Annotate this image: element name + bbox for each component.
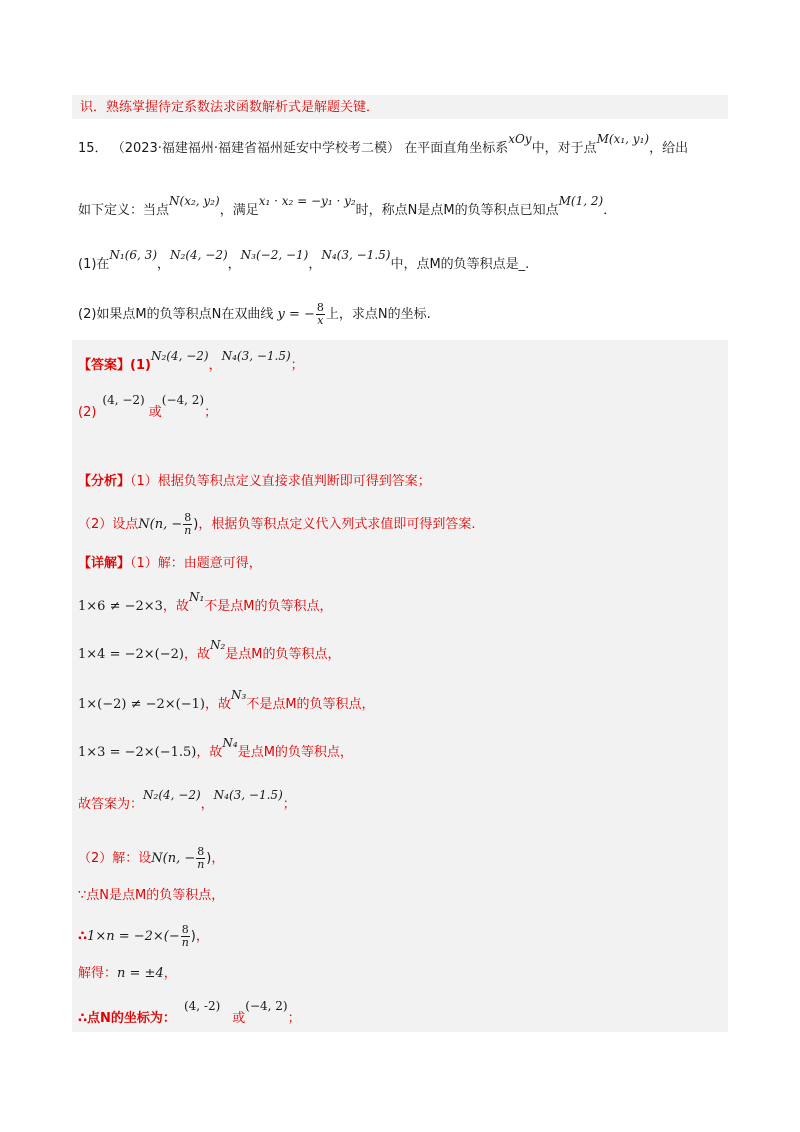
fraction-numerator: 8 bbox=[181, 923, 189, 936]
question-text: ，满足 bbox=[219, 203, 259, 218]
solve-equation: n = ±4 bbox=[117, 966, 164, 981]
separator: ， bbox=[200, 797, 214, 812]
therefore-fraction bbox=[181, 924, 190, 949]
analysis-text: （2）设点 bbox=[78, 517, 139, 532]
analysis-text: ，根据负等积点定义代入列式求值即可得到答案. bbox=[198, 517, 476, 532]
detail-text: 解得： bbox=[78, 966, 118, 981]
question-source: （2023·福建福州·福建省福州延安中学校考二模） bbox=[111, 141, 401, 156]
question-text: 中，对于点 bbox=[531, 141, 597, 156]
question-text: 在平面直角坐标系 bbox=[404, 141, 509, 156]
hyperbola-lhs: y = − bbox=[277, 307, 315, 322]
conclusion-n4: N₄(3, −1.5) bbox=[213, 788, 283, 802]
analysis-expr: N(n, − bbox=[138, 517, 183, 532]
part1-text: 中，点M的负等积点是_. bbox=[390, 257, 530, 272]
question-text: ，给出 bbox=[649, 141, 689, 156]
question-part-2 bbox=[78, 302, 431, 327]
question-text: 时，称点N是点M的负等积点已知点 bbox=[355, 203, 559, 218]
answer-n2: N₂(4, −2) bbox=[150, 349, 209, 363]
detail-text: ，故 bbox=[183, 647, 210, 662]
part1-text: (1)在 bbox=[78, 257, 110, 272]
point-n-label: N(x₂, y₂) bbox=[169, 194, 220, 208]
analysis-text: （1）根据负等积点定义直接求值判断即可得到答案； bbox=[130, 474, 431, 489]
answer-line-1 bbox=[78, 349, 304, 374]
row2-equation: 1×4 = −2×(−2) bbox=[78, 647, 184, 662]
separator: ； bbox=[282, 797, 296, 812]
fraction-denominator: n bbox=[181, 936, 189, 949]
p2-expr-close: ) bbox=[206, 851, 212, 866]
separator: ， bbox=[308, 257, 322, 272]
answer-point-1: (4, −2) bbox=[102, 393, 145, 407]
analysis-line-2 bbox=[78, 512, 475, 537]
point-n3: N₃(−2, −1) bbox=[240, 248, 309, 262]
answer-point-2: (−4, 2) bbox=[161, 393, 205, 407]
detail-text: 是点M的负等积点， bbox=[225, 647, 341, 662]
conclusion-n2: N₂(4, −2) bbox=[143, 788, 201, 802]
header-line: 识．熟练掌握待定系数法求函数解析式是解题关键． bbox=[80, 100, 380, 115]
separator: ， bbox=[208, 358, 222, 373]
xoy-label: xOy bbox=[508, 132, 532, 146]
therefore-equation: 1×n = −2×(− bbox=[87, 929, 180, 944]
detail-label: 【详解】 bbox=[78, 556, 131, 571]
detail-therefore bbox=[78, 924, 209, 949]
analysis-expr-close: ) bbox=[193, 517, 199, 532]
hyperbola-fraction bbox=[316, 302, 325, 327]
fraction-denominator: n bbox=[197, 858, 205, 871]
row4-equation: 1×3 = −2×(−1.5) bbox=[78, 745, 197, 760]
detail-text: 不是点M的负等积点， bbox=[204, 599, 333, 614]
row2-point: N₂ bbox=[209, 638, 226, 652]
separator: ； bbox=[287, 1011, 301, 1026]
detail-solve bbox=[78, 966, 177, 982]
detail-text: ，故 bbox=[162, 599, 189, 614]
answer-or: 或 bbox=[148, 405, 162, 420]
fraction-denominator: n bbox=[184, 524, 192, 537]
question-text: ． bbox=[603, 203, 617, 218]
p2-expr: N(n, − bbox=[151, 851, 196, 866]
detail-text: （1）解：由题意可得， bbox=[130, 556, 262, 571]
p2-fraction bbox=[196, 846, 205, 871]
row3-point: N₃ bbox=[231, 688, 247, 702]
therefore-close: ) bbox=[190, 929, 196, 944]
fraction-numerator: 8 bbox=[316, 301, 324, 314]
final-point-1: (4, -2) bbox=[183, 999, 221, 1013]
detail-row-2 bbox=[78, 638, 341, 663]
question-text: 如下定义：当点 bbox=[78, 203, 170, 218]
detail-text: ∵点N是点M的负等积点， bbox=[78, 888, 225, 903]
point-n1: N₁(6, 3) bbox=[109, 248, 157, 262]
detail-row-4 bbox=[78, 736, 353, 761]
separator: ； bbox=[290, 358, 304, 373]
therefore-symbol: ∴ bbox=[78, 929, 88, 944]
separator: ， bbox=[157, 257, 171, 272]
detail-row-1 bbox=[78, 590, 333, 615]
point-m-label: M(x₁, y₁) bbox=[596, 132, 650, 146]
separator: ， bbox=[195, 929, 209, 944]
separator: ， bbox=[227, 257, 241, 272]
question-number: 15． bbox=[78, 141, 108, 156]
detail-text: 故答案为： bbox=[78, 797, 144, 812]
question-line-1 bbox=[78, 132, 689, 157]
part2-text: (2)如果点M的负等积点N在双曲线 bbox=[78, 307, 274, 322]
given-point-m: M(1, 2) bbox=[558, 194, 604, 208]
point-n4: N₄(3, −1.5) bbox=[321, 248, 391, 262]
fraction-denominator: x bbox=[317, 314, 324, 327]
detail-text: （2）解：设 bbox=[78, 851, 152, 866]
answer-label: 【答案】(1) bbox=[78, 358, 151, 373]
condition-formula: x₁ · x₂ = −y₁ · y₂ bbox=[258, 194, 356, 208]
separator: ， bbox=[211, 851, 225, 866]
row1-equation: 1×6 ≠ −2×3 bbox=[78, 599, 163, 614]
detail-text: 是点M的负等积点， bbox=[237, 745, 353, 760]
row4-point: N₄ bbox=[222, 736, 238, 750]
point-n2: N₂(4, −2) bbox=[170, 248, 228, 262]
separator: ； bbox=[204, 405, 218, 420]
detail-because bbox=[78, 888, 224, 904]
part2-text: 上，求点N的坐标. bbox=[325, 307, 431, 322]
separator: ， bbox=[163, 966, 177, 981]
question-part-1 bbox=[78, 248, 530, 273]
row3-equation: 1×(−2) ≠ −2×(−1) bbox=[78, 697, 205, 712]
detail-text: ，故 bbox=[205, 697, 232, 712]
answer-n4: N₄(3, −1.5) bbox=[221, 349, 291, 363]
detail-part2-setup bbox=[78, 846, 224, 871]
question-line-2 bbox=[78, 194, 617, 219]
final-or: 或 bbox=[232, 1011, 246, 1026]
detail-line-intro bbox=[78, 556, 262, 572]
row1-point: N₁ bbox=[188, 590, 205, 604]
detail-text: ，故 bbox=[196, 745, 223, 760]
detail-final bbox=[78, 999, 301, 1027]
answer-line-2 bbox=[78, 393, 218, 421]
analysis-line-1 bbox=[78, 474, 431, 490]
fraction-numerator: 8 bbox=[197, 845, 205, 858]
detail-text: ∴点N的坐标为： bbox=[78, 1011, 176, 1026]
detail-row-3 bbox=[78, 688, 375, 713]
analysis-label: 【分析】 bbox=[78, 474, 131, 489]
analysis-fraction bbox=[183, 512, 192, 537]
detail-conclusion bbox=[78, 788, 296, 813]
answer-part2-label: (2) bbox=[78, 405, 97, 420]
detail-text: 不是点M的负等积点， bbox=[246, 697, 375, 712]
fraction-numerator: 8 bbox=[184, 511, 192, 524]
final-point-2: (−4, 2) bbox=[245, 999, 288, 1013]
